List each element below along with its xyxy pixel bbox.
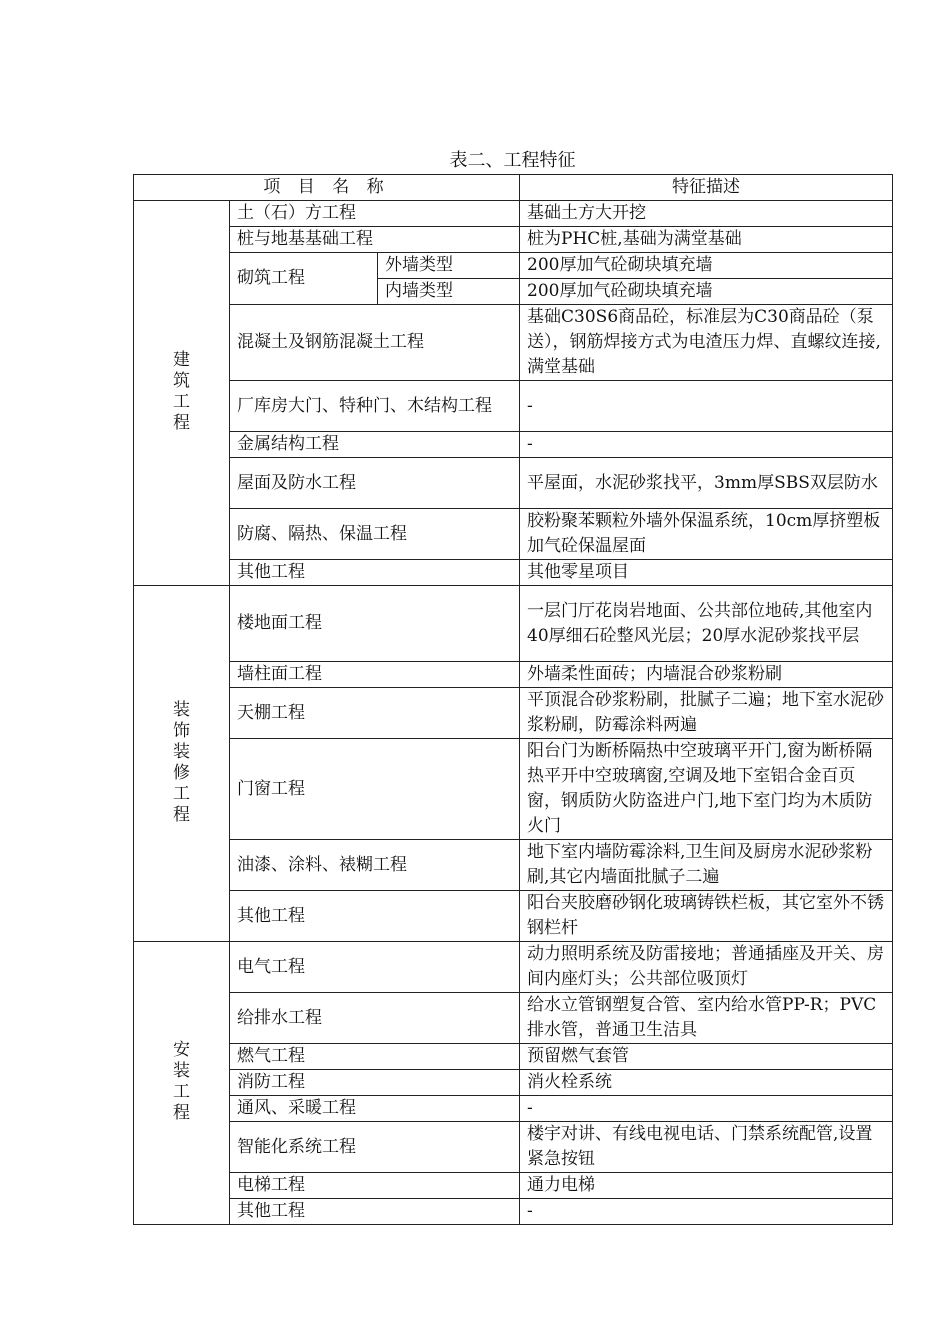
table-row [134, 891, 893, 942]
table-row [134, 432, 893, 458]
table-row [134, 688, 893, 739]
item-description: 其他零星项目 [520, 560, 893, 586]
item-description: 阳台门为断桥隔热中空玻璃平开门,窗为断桥隔热平开中空玻璃窗,空调及地下室铝合金百页窗，钢质防火防盗进户门,地下室门均为木质防火门 [520, 739, 893, 840]
item-name: 消防工程 [230, 1070, 520, 1096]
item-description: 桩为PHC桩,基础为满堂基础 [520, 227, 893, 253]
table-row [134, 1122, 893, 1173]
item-description: 动力照明系统及防雷接地；普通插座及开关、房间内座灯头；公共部位吸顶灯 [520, 942, 893, 993]
item-name: 厂库房大门、特种门、木结构工程 [230, 381, 520, 432]
category-decoration: 装饰装修工程 [134, 586, 230, 942]
item-name: 给排水工程 [230, 993, 520, 1044]
table-row [134, 1070, 893, 1096]
item-description: - [520, 1199, 893, 1225]
item-description: 胶粉聚苯颗粒外墙外保温系统，10cm厚挤塑板加气砼保温屋面 [520, 509, 893, 560]
item-name: 桩与地基基础工程 [230, 227, 520, 253]
table-row [134, 840, 893, 891]
item-name: 防腐、隔热、保温工程 [230, 509, 520, 560]
item-name: 电气工程 [230, 942, 520, 993]
table-row [134, 560, 893, 586]
table-row [134, 305, 893, 381]
item-description: 阳台夹胶磨砂钢化玻璃铸铁栏板，其它室外不锈钢栏杆 [520, 891, 893, 942]
item-name: 砌筑工程 [230, 253, 378, 305]
item-subtype: 外墙类型 [378, 253, 520, 279]
item-name: 电梯工程 [230, 1173, 520, 1199]
table-caption: 表二、工程特征 [449, 150, 576, 171]
item-name: 土（石）方工程 [230, 201, 520, 227]
table-row [134, 201, 893, 227]
item-name: 其他工程 [230, 1199, 520, 1225]
table-row [134, 509, 893, 560]
table-row [134, 739, 893, 840]
table-row [134, 1044, 893, 1070]
item-name: 油漆、涂料、裱糊工程 [230, 840, 520, 891]
table-row [134, 1199, 893, 1225]
item-description: - [520, 1096, 893, 1122]
item-description: 200厚加气砼砌块填充墙 [520, 253, 893, 279]
item-description: 一层门厅花岗岩地面、公共部位地砖,其他室内40厚细石砼整风光层；20厚水泥砂浆找平层 [520, 586, 893, 662]
table-row [134, 1173, 893, 1199]
item-description: 平屋面，水泥砂浆找平，3mm厚SBS双层防水 [520, 458, 893, 509]
item-name: 屋面及防水工程 [230, 458, 520, 509]
item-description: 地下室内墙防霉涂料,卫生间及厨房水泥砂浆粉刷,其它内墙面批腻子二遍 [520, 840, 893, 891]
table-row [134, 586, 893, 662]
item-description: 通力电梯 [520, 1173, 893, 1199]
category-building: 建筑工程 [134, 201, 230, 586]
item-description: 外墙柔性面砖；内墙混合砂浆粉刷 [520, 662, 893, 688]
table-row [134, 662, 893, 688]
item-subtype: 内墙类型 [378, 279, 520, 305]
item-name: 其他工程 [230, 560, 520, 586]
table-row [134, 993, 893, 1044]
item-name: 金属结构工程 [230, 432, 520, 458]
item-name: 墙柱面工程 [230, 662, 520, 688]
item-name: 门窗工程 [230, 739, 520, 840]
item-description: 楼宇对讲、有线电视电话、门禁系统配管,设置紧急按钮 [520, 1122, 893, 1173]
item-name: 混凝土及钢筋混凝土工程 [230, 305, 520, 381]
item-description: 200厚加气砼砌块填充墙 [520, 279, 893, 305]
item-name: 其他工程 [230, 891, 520, 942]
table-row [134, 942, 893, 993]
table-row [134, 253, 893, 279]
item-description: 预留燃气套管 [520, 1044, 893, 1070]
item-description: 基础土方大开挖 [520, 201, 893, 227]
engineering-features-table [133, 174, 893, 1225]
item-description: 消火栓系统 [520, 1070, 893, 1096]
item-name: 智能化系统工程 [230, 1122, 520, 1173]
table-row [134, 381, 893, 432]
header-description: 特征描述 [520, 175, 893, 201]
item-name: 燃气工程 [230, 1044, 520, 1070]
item-description: 基础C30S6商品砼，标准层为C30商品砼（泵送），钢筋焊接方式为电渣压力焊、直螺纹连接,满堂基础 [520, 305, 893, 381]
item-name: 楼地面工程 [230, 586, 520, 662]
table-row [134, 458, 893, 509]
table-row [134, 227, 893, 253]
table-header-row [134, 175, 893, 201]
header-item-name: 项 目 名 称 [134, 175, 520, 201]
table-row [134, 1096, 893, 1122]
item-description: 平顶混合砂浆粉刷，批腻子二遍；地下室水泥砂浆粉刷，防霉涂料两遍 [520, 688, 893, 739]
item-description: - [520, 381, 893, 432]
item-name: 通风、采暖工程 [230, 1096, 520, 1122]
category-installation: 安装工程 [134, 942, 230, 1225]
item-name: 天棚工程 [230, 688, 520, 739]
item-description: - [520, 432, 893, 458]
item-description: 给水立管钢塑复合管、室内给水管PP-R；PVC排水管，普通卫生洁具 [520, 993, 893, 1044]
